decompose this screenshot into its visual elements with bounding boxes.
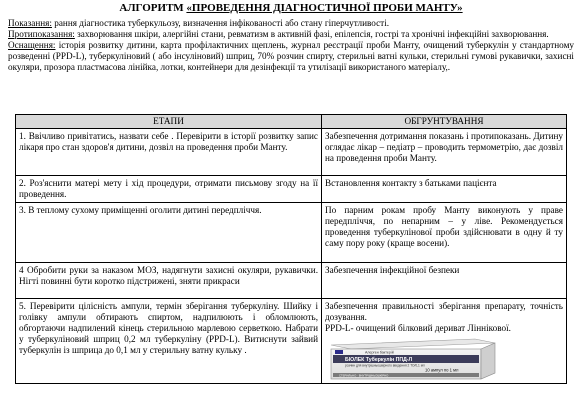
table-row — [16, 129, 567, 176]
reason-cell: По парним рокам пробу Манту виконують у праве передпліччя, по непарним – у ліве. Рекомендується проведення туберкулінової проби здійснювати в одну й ту саму пору року (краще восени). — [322, 203, 567, 263]
title-prefix: АЛГОРИТМ — [119, 2, 187, 14]
tuberculin-box-drawing — [325, 337, 501, 381]
box-subtitle-text: розчин для внутрішньошкірного введення 2 ТО/0,1 мл — [345, 363, 425, 368]
step-cell: 3. В теплому сухому приміщенні оголити дитині передпліччя. — [16, 203, 322, 263]
box-top-face — [331, 339, 495, 349]
indications-label: Показання: — [8, 18, 52, 28]
logo-icon — [335, 350, 343, 354]
table-row — [16, 203, 567, 263]
equipment-paragraph — [8, 40, 574, 73]
reason-cell: Встановлення контакту з батьками пацієнта — [322, 176, 567, 203]
reason-cell: Забезпечення дотримання показань і протипоказань. Дитину оглядає лікар – педіатр – проводить термометрію, дає дозвіл на проведення проби Манту. — [322, 129, 567, 176]
box-name-text: БІОЛЕК Туберкулін ППД-Л — [345, 357, 413, 363]
contraindications-label: Протипоказання: — [8, 29, 75, 39]
algorithm-table — [15, 114, 567, 384]
document-page — [8, 2, 574, 73]
indications-text: рання діагностика туберкульозу, визначення інфікованості або стану гіперчутливості. — [51, 18, 390, 28]
indications-paragraph — [8, 18, 574, 29]
table-row — [16, 176, 567, 203]
step-cell: 1. Ввічливо привітатись, назвати себе . Перевірити в історії розвитку запис лікаря про стан здоров'я дитини, дозвіл на проведення проби Манту. — [16, 129, 322, 176]
reason-text: Забезпечення правильності зберігання препарату, точність дозування. PPD-L- очищений білковий дериват Ліннікової. — [325, 301, 563, 333]
equipment-label: Оснащення: — [8, 40, 56, 50]
step-cell: 4 Обробити руки за наказом МОЗ, надягнути захисні окуляри, рукавички. Нігті повинні бути коротко підстрижені, зняти прикраси — [16, 263, 322, 299]
step-cell: 5. Перевірити цілісність ампули, термін зберігання туберкуліну. Шийку і голівку ампули обтирають спиртом, надпилюють і обломлюють, обгортаючи надпилений кінець стерильною марлевою серветкою. Набрати у туберкуліновий шприц 0,2 мл туберкуліну (PPD-L). Витиснути зайвий туберкулін із шприца до 0,1 мл у стерильну ватну кульку . — [16, 299, 322, 384]
table-row — [16, 263, 567, 299]
reason-cell: Забезпечення інфекційної безпеки — [322, 263, 567, 299]
reason-cell — [322, 299, 567, 384]
contraindications-text: захворювання шкіри, алергійні стани, ревматизм в активній фазі, епілепсія, гострі та хронічні інфекційні захворювання. — [74, 29, 549, 39]
step-cell: 2. Роз'яснити матері мету і хід процедури, отримати письмову згоду на її проведення. — [16, 176, 322, 203]
box-side-face — [481, 343, 495, 379]
tuberculin-box-image — [325, 337, 501, 381]
header-steps: ЕТАПИ — [16, 115, 322, 129]
box-footer-text: СТЕРИЛЬНО · ВНУТРІШНЬОШКІРНО — [339, 373, 389, 378]
table-row — [16, 299, 567, 384]
equipment-text: історія розвитку дитини, карта профілактичних щеплень, журнал реєстрації проби Манту, очищений туберкулін у стандартному розведенні (PPD-L), туберкуліновий ( або інсуліновий) шприц, 70% розчин спирту, стерильні ватні кульки, стерильні гумові рукавички, захисні окуляри, прозора пластмасова лінійка, лотки, контейнери для дезінфекції та утилізації використаного матеріалу,. — [8, 40, 574, 72]
header-reasons: ОБГРУНТУВАННЯ — [322, 115, 567, 129]
title-main: «ПРОВЕДЕННЯ ДІАГНОСТИЧНОЇ ПРОБИ МАНТУ» — [186, 2, 463, 14]
box-count-text: 10 ампул по 1 мл — [425, 367, 459, 373]
contraindications-paragraph — [8, 29, 574, 40]
box-maker-text: Алерген бактерій — [365, 350, 394, 355]
document-title — [8, 2, 574, 15]
table-header-row — [16, 115, 567, 129]
